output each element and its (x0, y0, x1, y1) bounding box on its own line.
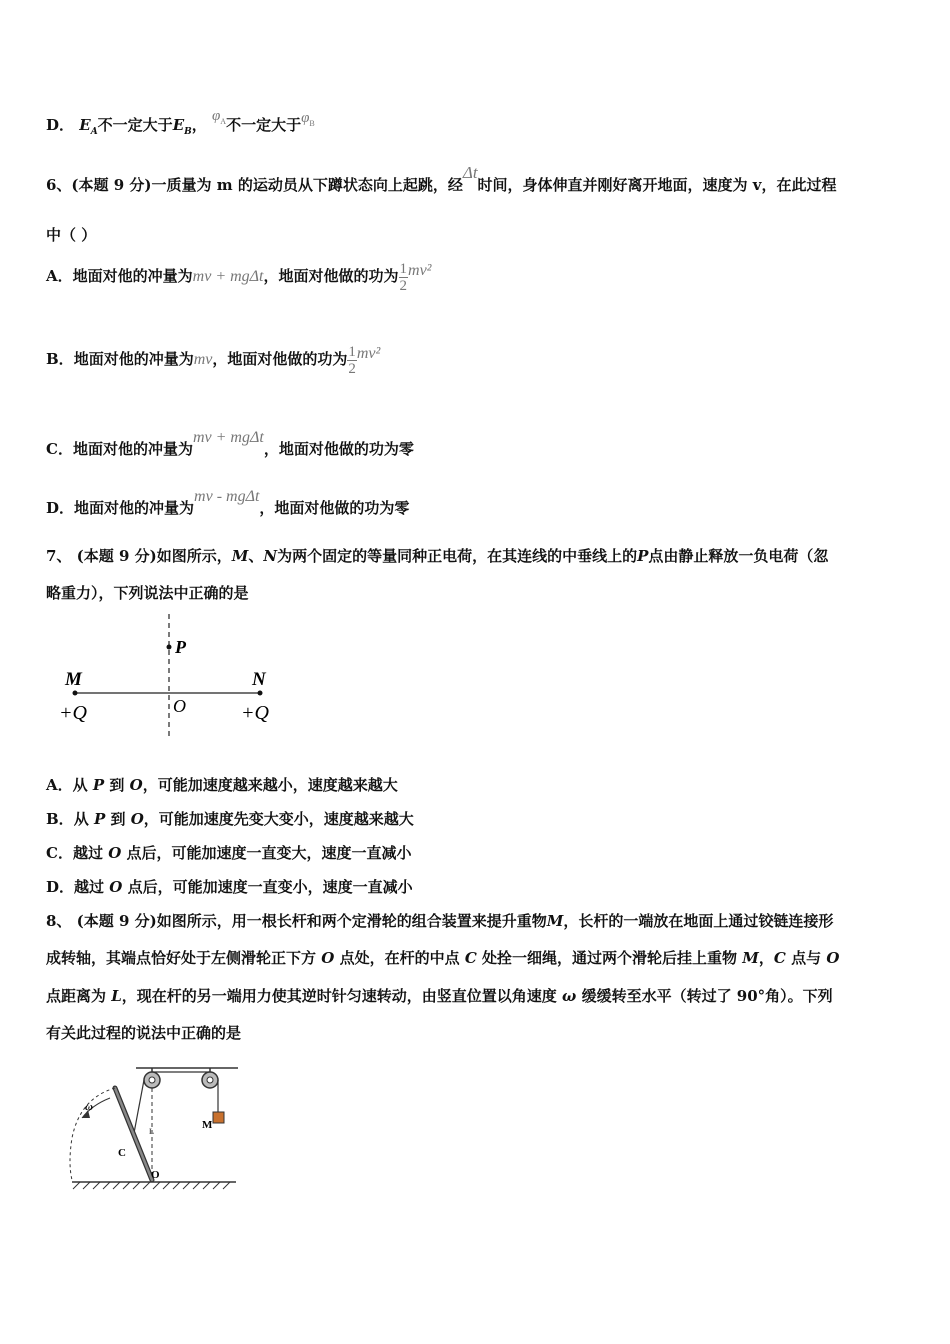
left-pulley (144, 1068, 160, 1088)
label-n: N (252, 669, 266, 690)
label-o: O (173, 696, 186, 716)
phi-a-symbol: $\varphi_A$ (211, 108, 227, 126)
q8-pulley-diagram (60, 1058, 250, 1193)
q6-option-a: A．地面对他的冲量为mv + mgΔt，地面对他做的功为 $\frac{1}{2}$ mv² (46, 260, 432, 294)
q8-stem-line4: 有关此过程的说法中正确的是 (46, 1024, 242, 1042)
q5-option-d: D． $E_A$不一定大于$E_B$， $\varphi_A$不一定大于$\varphi_B$ (46, 108, 315, 137)
charge-m-dot (73, 691, 78, 696)
q7-stem-line2: 略重力），下列说法中正确的是 (46, 584, 249, 602)
q8-stem-line1: 8、 (本题 9 分)如图所示，用一根长杆和两个定滑轮的组合装置来提升重物M，长杆的一端放在地面上通过铰链连接形 (46, 912, 834, 930)
q6-stem-line1: 6、(本题 9 分)一质量为 m 的运动员从下蹲状态向上起跳，经Δt时间，身体伸直并刚好离开地面，速度为 v，在此过程 (46, 163, 837, 194)
delta-t: Δt (462, 163, 478, 182)
charge-n-dot (258, 691, 263, 696)
q6-option-b: B．地面对他的冲量为mv，地面对他做的功为 $\frac{1}{2}$ mv² (46, 343, 381, 377)
q7-option-b: B．从 P 到 O，可能加速度先变大变小，速度越来越大 (46, 810, 414, 828)
fraction-half: $\frac{1}{2}$ (399, 260, 408, 294)
q7-charge-diagram (55, 612, 285, 742)
label-o: O (151, 1169, 160, 1181)
label-p: P (175, 637, 186, 657)
q7-option-c: C．越过 O 点后，可能加速度一直变大，速度一直减小 (46, 844, 412, 862)
fraction-half: $\frac{1}{2}$ (348, 343, 356, 377)
phi-b-symbol: $\varphi_B$ (301, 110, 315, 128)
q7-option-a: A．从 P 到 O，可能加速度越来越小，速度越来越大 (46, 776, 398, 794)
q7-option-d: D．越过 O 点后，可能加速度一直变小，速度一直减小 (46, 878, 413, 896)
label-omega: ω (85, 1101, 93, 1113)
q6-option-c: C．地面对他的冲量为mv + mgΔt，地面对他做的功为零 (46, 429, 414, 458)
label-charge-m: +Q (59, 702, 87, 724)
label-weight-m: M (202, 1119, 213, 1131)
q6-option-d: D．地面对他的冲量为mv - mgΔt，地面对他做的功为零 (46, 488, 410, 517)
label-m: M (65, 669, 82, 690)
q6-stem-line2: 中（ ） (46, 226, 97, 244)
point-p-dot (167, 645, 172, 650)
right-pulley (202, 1068, 218, 1088)
ground-hatch (73, 1182, 230, 1189)
label-c: C (118, 1147, 126, 1159)
label-mid: L (149, 1127, 155, 1136)
weight-block (213, 1112, 224, 1123)
q7-stem-line1: 7、 (本题 9 分)如图所示，M、N为两个固定的等量同种正电荷，在其连线的中垂线上的P点由静止释放一负电荷（忽 (46, 547, 829, 565)
q8-stem-line3: 点距离为 L，现在杆的另一端用力使其逆时针匀速转动，由竖直位置以角速度 ω 缓缓转至水平（转过了 90°角）。下列 (46, 987, 833, 1005)
rope-to-c (134, 1080, 144, 1133)
q8-stem-line2: 成转轴，其端点恰好处于左侧滑轮正下方 O 点处，在杆的中点 C 处拴一细绳，通过两个滑轮后挂上重物 M，C 点与 O (46, 949, 840, 967)
label-charge-n: +Q (241, 702, 269, 724)
